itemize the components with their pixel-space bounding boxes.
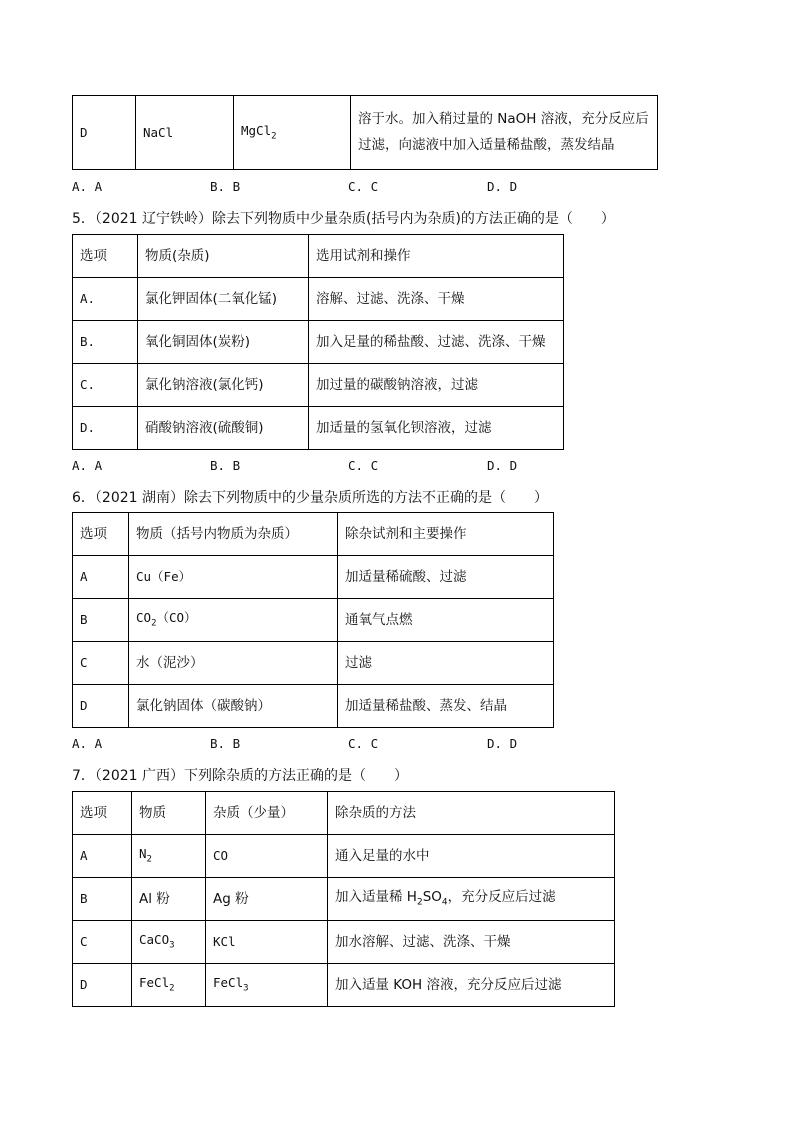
table-row — [73, 556, 554, 599]
option-c: C. C — [348, 179, 379, 194]
table-cell — [351, 96, 658, 170]
table-cell: 加适量稀硫酸、过滤 — [338, 556, 554, 599]
table-cell: D — [73, 964, 132, 1007]
table-header-row — [73, 792, 615, 835]
table-cell: A — [73, 556, 129, 599]
table-cell: 氯化钾固体(二氧化锰) — [138, 278, 309, 321]
table-cell: 氯化钠溶液(氯化钙) — [138, 364, 309, 407]
table-cell: 通入足量的水中 — [328, 835, 615, 878]
table-cell: MgCl$_2$ — [234, 96, 351, 170]
table-cell: 加适量的氢氧化钡溶液，过滤 — [309, 407, 564, 450]
question-title: 6．（2021 湖南）除去下列物质中的少量杂质所选的方法不正确的是（ ） — [72, 490, 548, 506]
q7-table — [72, 791, 615, 1007]
table-cell: NaCl — [136, 96, 234, 170]
option-c: C. C — [348, 458, 379, 473]
table-cell: 溶解、过滤、洗涤、干燥 — [309, 278, 564, 321]
table-row — [73, 364, 564, 407]
table-header-row — [73, 235, 564, 278]
table-header-cell: 物质（括号内物质为杂质） — [129, 513, 338, 556]
cell-line: 溶于水。加入稍过量的 NaOH 溶液，充分反应后 — [358, 110, 649, 127]
table-cell: CaCO$_3$ — [132, 921, 206, 964]
question-title: 7．（2021 广西）下列除杂质的方法正确的是（ ） — [72, 768, 408, 784]
table-cell: FeCl$_3$ — [206, 964, 328, 1007]
table-cell: A — [73, 835, 132, 878]
table-row — [73, 878, 615, 921]
option-a: A. A — [72, 458, 103, 473]
table-row — [73, 921, 615, 964]
table-cell: C — [73, 642, 129, 685]
q6-table — [72, 512, 554, 728]
table-header-cell: 选用试剂和操作 — [309, 235, 564, 278]
table-row — [73, 96, 658, 170]
table-cell: 过滤 — [338, 642, 554, 685]
option-b: B. B — [210, 458, 241, 473]
table-cell: Cu（Fe） — [129, 556, 338, 599]
table-cell: 水（泥沙） — [129, 642, 338, 685]
table-row — [73, 407, 564, 450]
table-cell: C — [73, 921, 132, 964]
table-cell: $N_2$ — [132, 835, 206, 878]
table-cell: 氧化铜固体(炭粉) — [138, 321, 309, 364]
table-cell: B — [73, 878, 132, 921]
table-cell: 加水溶解、过滤、洗涤、干燥 — [328, 921, 615, 964]
table-header-cell: 物质 — [132, 792, 206, 835]
table-cell: C. — [73, 364, 138, 407]
table-cell: 加入足量的稀盐酸、过滤、洗涤、干燥 — [309, 321, 564, 364]
table-cell: CO — [206, 835, 328, 878]
option-a: A. A — [72, 179, 103, 194]
option-b: B. B — [210, 179, 241, 194]
table-row — [73, 642, 554, 685]
table-header-cell: 选项 — [73, 235, 138, 278]
q4-table — [72, 95, 658, 170]
table-cell: FeCl$_2$ — [132, 964, 206, 1007]
table-cell: 加过量的碳酸钠溶液，过滤 — [309, 364, 564, 407]
q5-table — [72, 234, 564, 450]
table-header-cell: 杂质（少量） — [206, 792, 328, 835]
table-cell: D. — [73, 407, 138, 450]
option-b: B. B — [210, 736, 241, 751]
table-cell: B. — [73, 321, 138, 364]
table-cell: A. — [73, 278, 138, 321]
table-cell: Ag 粉 — [206, 878, 328, 921]
table-header-row — [73, 513, 554, 556]
table-row — [73, 685, 554, 728]
question-title: 5．（2021 辽宁铁岭）除去下列物质中少量杂质(括号内为杂质)的方法正确的是（ ） — [72, 211, 615, 227]
table-cell: 氯化钠固体（碳酸钠） — [129, 685, 338, 728]
table-cell: D — [73, 685, 129, 728]
table-cell: 通氧气点燃 — [338, 599, 554, 642]
table-cell: KCl — [206, 921, 328, 964]
table-row — [73, 321, 564, 364]
option-c: C. C — [348, 736, 379, 751]
table-header-cell: 物质(杂质) — [138, 235, 309, 278]
table-header-cell: 除杂试剂和主要操作 — [338, 513, 554, 556]
table-cell: 加入适量 KOH 溶液，充分反应后过滤 — [328, 964, 615, 1007]
option-a: A. A — [72, 736, 103, 751]
table-cell: 加入适量稀 $H_2SO_4$，充分反应后过滤 — [328, 878, 615, 921]
table-cell: Al 粉 — [132, 878, 206, 921]
option-d: D. D — [487, 179, 518, 194]
table-row — [73, 835, 615, 878]
cell-line: 过滤，向滤液中加入适量稀盐酸，蒸发结晶 — [358, 136, 615, 153]
option-d: D. D — [487, 458, 518, 473]
table-header-cell: 除杂质的方法 — [328, 792, 615, 835]
table-row — [73, 964, 615, 1007]
table-header-cell: 选项 — [73, 792, 132, 835]
table-header-cell: 选项 — [73, 513, 129, 556]
table-cell: 硝酸钠溶液(硫酸铜) — [138, 407, 309, 450]
table-cell: 加适量稀盐酸、蒸发、结晶 — [338, 685, 554, 728]
table-cell: D — [73, 96, 136, 170]
table-cell: B — [73, 599, 129, 642]
table-row — [73, 278, 564, 321]
table-cell: $CO_2(CO)$ — [129, 599, 338, 642]
option-d: D. D — [487, 736, 518, 751]
table-row — [73, 599, 554, 642]
